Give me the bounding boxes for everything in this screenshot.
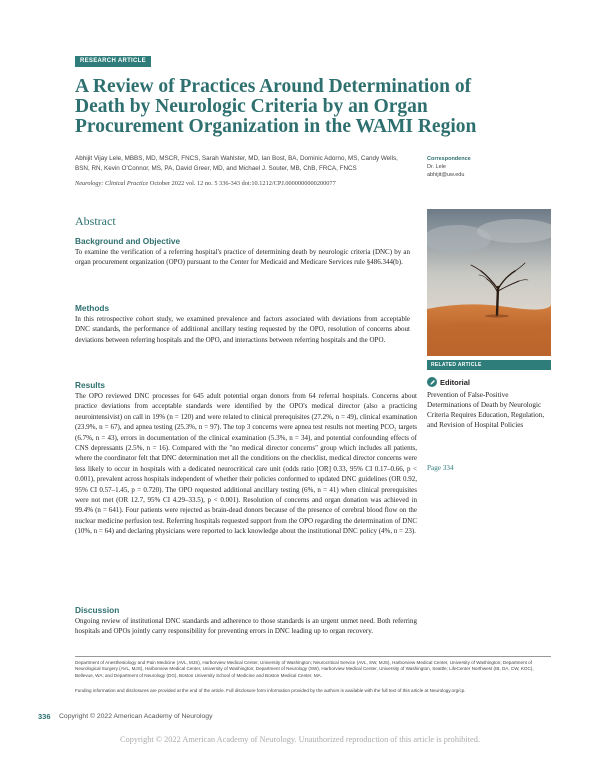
page-number: 336 bbox=[38, 712, 51, 721]
abstract-heading: Abstract bbox=[75, 214, 116, 228]
section-text-methods: In this retrospective cohort study, we examined prevalence and factors associated with deviations from acceptable DNC standards, the performance of additional ancillary testing requested by the OPO, resolution of concerns about deviations between referring hospitals and the OPO, and interactions between referring hospitals and the OPO. bbox=[75, 315, 410, 344]
citation-line bbox=[75, 180, 415, 187]
related-article-banner: RELATED ARTICLE bbox=[427, 360, 551, 370]
pencil-glyph bbox=[429, 379, 436, 386]
correspondence-heading: Correspondence bbox=[427, 156, 471, 162]
desert-tree-photo bbox=[427, 209, 551, 356]
correspondence-block bbox=[427, 155, 537, 179]
section-heading-discussion: Discussion bbox=[75, 605, 120, 615]
editorial-title-link[interactable]: Prevention of False-Positive Determinations of Death by Neurologic Criteria Requires Education, Regulation, and Revision of Hospital Policies bbox=[427, 391, 545, 429]
correspondence-name: Dr. Lele bbox=[427, 164, 446, 170]
correspondence-email[interactable]: abhijit@uw.edu bbox=[427, 172, 465, 178]
desert-tree-illustration bbox=[427, 209, 551, 356]
section-heading-results: Results bbox=[75, 380, 105, 390]
journal-name: Neurology: Clinical Practice bbox=[75, 180, 149, 187]
section-heading-methods: Methods bbox=[75, 303, 110, 313]
section-text-discussion: Ongoing review of institutional DNC standards and adherence to those standards is an urgent unmet need. Both referring hospitals and OPOs jointly carry responsibility for preventing errors in DNC leading up to organ recovery. bbox=[75, 617, 417, 636]
funding-footnote: Funding information and disclosures are provided at the end of the article. Full disclosure form information provided by the authors is available with the full text of this article at Neurology.org/cp. bbox=[75, 688, 466, 693]
editorial-label: Editorial bbox=[440, 377, 471, 387]
section-text-background: To examine the verification of a referring hospital's practice of determining death by neurologic criteria (DNC) by an organ procurement organization (OPO) pursuant to the Center for Medicaid and Medicare Services rule §486.344(b). bbox=[75, 248, 410, 267]
copyright-watermark: Copyright © 2022 American Academy of Neurology. Unauthorized reproduction of this article is prohibited. bbox=[120, 735, 480, 744]
citation-details: October 2022 vol. 12 no. 5 336-343 doi:10.1212/CPJ.0000000000200077 bbox=[148, 180, 336, 187]
footnote-divider bbox=[75, 656, 551, 657]
article-title: A Review of Practices Around Determination of Death by Neurologic Criteria by an Organ Procurement Organization in the WAMI Region bbox=[75, 76, 477, 137]
article-type-badge: RESEARCH ARTICLE bbox=[75, 56, 151, 67]
footer-copyright: Copyright © 2022 American Academy of Neurology bbox=[59, 713, 213, 720]
affiliations-footnote: Department of Anesthesiology and Pain Medicine (AVL, MJS), Harborview Medical Center, University of Washington; Neurocritical Service (AVL, SW, MJS), Harborview Medical Center, University of Washington; Department of Neurological Surgery (AVL, MJS), Harborview Medical Center, University of Washington; Department of Neurology (SW), Harborview Medical Center, University of Washington, Seattle; LifeCenter Northwest (IB, DA, CW, KOC), Bellevue, WA; and Department of Neurology (DG), Boston University School of Medicine and Boston Medical Center, MA. bbox=[75, 660, 534, 678]
section-heading-background: Background and Objective bbox=[75, 236, 181, 246]
pencil-icon bbox=[427, 377, 437, 387]
editorial-heading bbox=[427, 376, 470, 388]
editorial-page-link[interactable]: Page 334 bbox=[427, 464, 454, 472]
section-text-results: The OPO reviewed DNC processes for 645 adult potential organ donors from 64 referral hospitals. Concerns about practice deviations from acceptable standards were identified by the OPO's medical director (also a practicing neurointensivist) on call in 19% (n = 120) and were related to clinical prerequisites (27.2%, n = 49), clinical examination (23.9%, n = 67), and apnea testing (25.3%, n = 97). The top 3 concerns were apnea test results not meeting PCO₂ targets (6.7%, n = 43), errors in documentation of the clinical examination (5.3%, n = 34), and potential confounding effects of CNS depressants (2.5%, n = 16). Compared with the "no medical director concerns" group which includes all patients, where the coordinator felt that DNC determination met all the conditions on the checklist, medical director concerns were less likely to occur in hospitals with a dedicated neurocritical care unit (odds ratio [OR] 0.33, 95% CI 0.17–0.66, p < 0.001), prevalent across hospitals independent of whether their policies conformed to updated DNC guidelines (OR 0.92, 95% CI 0.57–1.45, p = 0.720). The OPO requested additional ancillary testing (6%, n = 41) when clinical prerequisites were not met (OR 12.7, 95% CI 4.29–33.5), p < 0.001). Resolution of concerns and organ donation was achieved in 99.4% (n = 641). Four patients were rejected as brain-dead donors because of the presence of cerebral blood flow on the nuclear medicine perfusion test. Referring hospitals requested support from the OPO regarding the determination of DNC (10%, n = 64) and declaring physicians were reported to lack knowledge about the institutional DNC policy (4%, n = 23). bbox=[75, 392, 417, 536]
author-list: Abhijit Vijay Lele, MBBS, MD, MSCR, FNCS, Sarah Wahlster, MD, Ian Bost, BA, Dominic Adorno, MS, Candy Wells, BSN, RN, Kevin O'Connor, MS, PA, David Greer, MD, and Michael J. Souter, MB, ChB, FRCA, FNCS bbox=[75, 155, 398, 172]
